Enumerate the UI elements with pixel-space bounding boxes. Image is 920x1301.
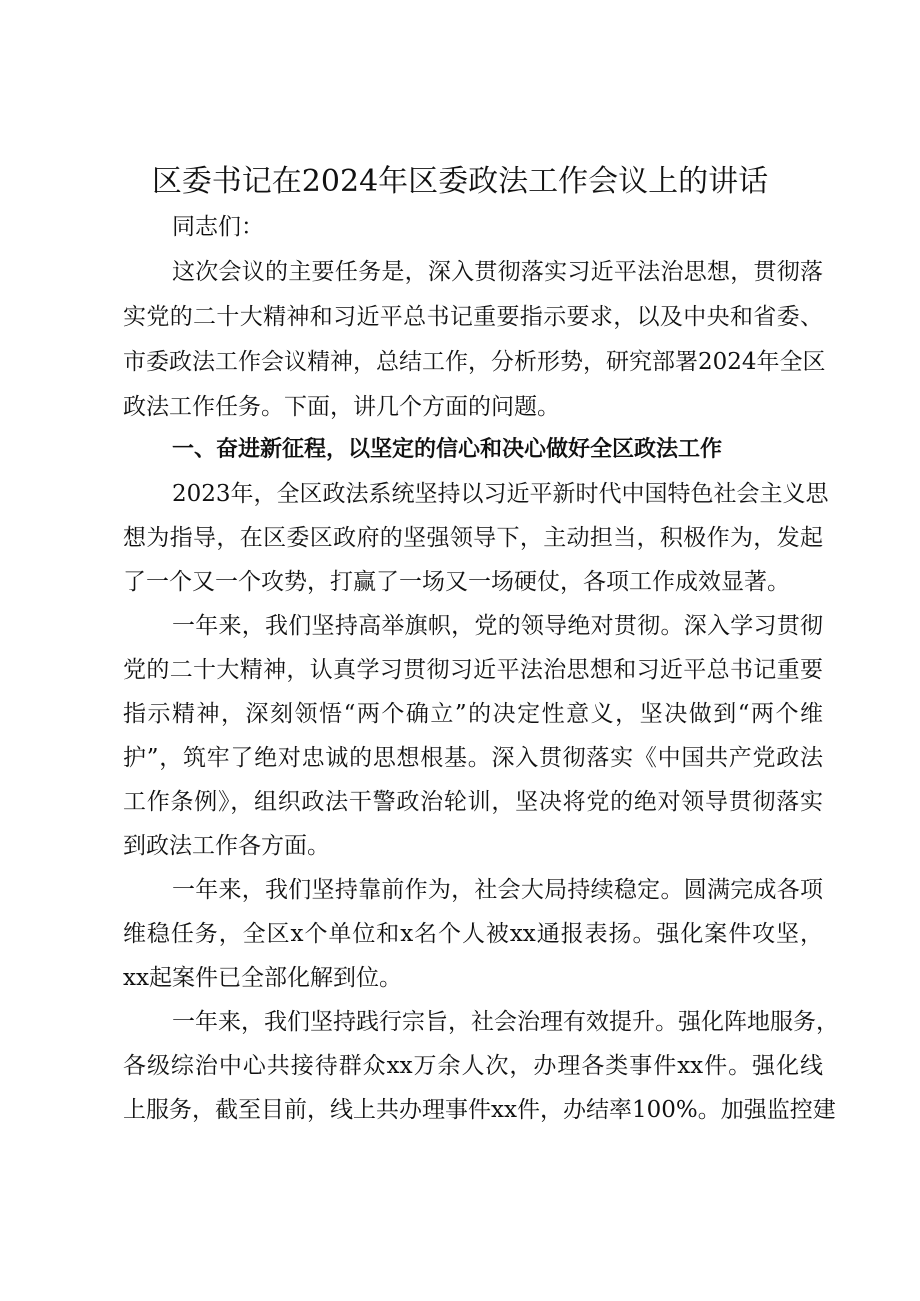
paragraph-line: 到政法工作各方面。 (123, 833, 330, 859)
paragraph-line: 想为指导，在区委区政府的坚强领导下，主动担当，积极作为，发起 (123, 525, 823, 551)
paragraph-line: 2023年，全区政法系统坚持以习近平新时代中国特色社会主义思 (172, 481, 829, 507)
paragraph-line: 了一个又一个攻势，打赢了一场又一场硬仗，各项工作成效显著。 (123, 569, 790, 595)
salutation: 同志们： (172, 214, 264, 240)
paragraph-line: 党的二十大精神，认真学习贯彻习近平法治思想和习近平总书记重要 (123, 657, 823, 683)
paragraph-line: 工作条例》，组织政法干警政治轮训，坚决将党的绝对领导贯彻落实 (123, 789, 823, 815)
paragraph-line: 实党的二十大精神和习近平总书记重要指示要求，以及中央和省委、 (123, 304, 823, 330)
paragraph-line: 市委政法工作会议精神，总结工作，分析形势，研究部署2024年全区 (123, 349, 826, 375)
paragraph-line: xx起案件已全部化解到位。 (123, 965, 402, 991)
paragraph-line: 上服务，截至目前，线上共办理事件xx件，办结率100%。加强监控建 (123, 1097, 836, 1123)
paragraph-line: 一年来，我们坚持高举旗帜，党的领导绝对贯彻。深入学习贯彻 (172, 613, 823, 639)
paragraph-line: 这次会议的主要任务是，深入贯彻落实习近平法治思想，贯彻落 (172, 259, 823, 285)
document-title: 区委书记在2024年区委政法工作会议上的讲话 (151, 164, 769, 199)
paragraph-line: 一年来，我们坚持践行宗旨，社会治理有效提升。强化阵地服务， (172, 1009, 839, 1035)
paragraph-line: 维稳任务，全区x个单位和x名个人被xx通报表扬。强化案件攻坚， (123, 921, 823, 947)
paragraph-line: 指示精神，深刻领悟“两个确立”的决定性意义，坚决做到“两个维 (123, 701, 823, 727)
paragraph-line: 一年来，我们坚持靠前作为，社会大局持续稳定。圆满完成各项 (172, 877, 823, 903)
section-heading: 一、奋进新征程，以坚定的信心和决心做好全区政法工作 (172, 437, 723, 462)
paragraph-line: 各级综治中心共接待群众xx万余人次，办理各类事件xx件。强化线 (123, 1053, 823, 1079)
paragraph-line: 护”，筑牢了绝对忠诚的思想根基。深入贯彻落实《中国共产党政法 (123, 745, 823, 771)
paragraph-line: 政法工作任务。下面，讲几个方面的问题。 (123, 394, 560, 420)
